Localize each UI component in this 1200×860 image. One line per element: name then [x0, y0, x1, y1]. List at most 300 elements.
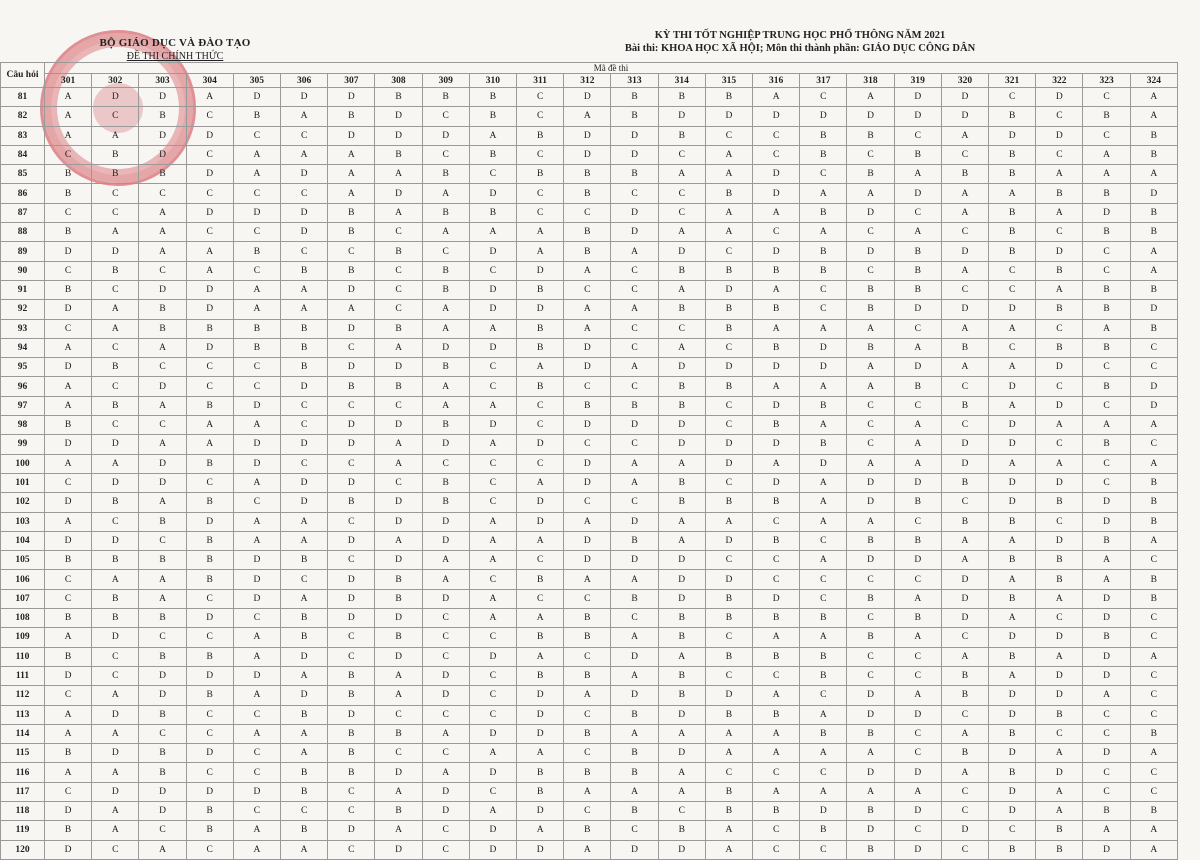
- answer-cell: D: [328, 126, 375, 145]
- answer-cell: C: [517, 184, 564, 203]
- answer-cell: C: [1130, 435, 1177, 454]
- answer-cell: B: [328, 377, 375, 396]
- answer-cell: A: [45, 377, 92, 396]
- answer-cell: D: [894, 801, 941, 820]
- answer-cell: C: [139, 184, 186, 203]
- answer-cell: D: [658, 744, 705, 763]
- answer-cell: C: [92, 107, 139, 126]
- answer-cell: D: [328, 319, 375, 338]
- answer-cell: A: [564, 840, 611, 859]
- answer-cell: A: [186, 88, 233, 107]
- answer-cell: D: [894, 840, 941, 859]
- question-number: 94: [1, 338, 45, 357]
- answer-cell: A: [375, 454, 422, 473]
- answer-cell: A: [800, 628, 847, 647]
- exam-code-header: 306: [281, 74, 328, 88]
- answer-cell: C: [139, 724, 186, 743]
- answer-cell: C: [611, 280, 658, 299]
- answer-cell: D: [658, 589, 705, 608]
- answer-cell: C: [894, 821, 941, 840]
- answer-cell: C: [847, 223, 894, 242]
- answer-cell: A: [517, 744, 564, 763]
- answer-cell: A: [186, 242, 233, 261]
- answer-cell: A: [92, 686, 139, 705]
- answer-cell: C: [1036, 724, 1083, 743]
- answer-cell: A: [705, 744, 752, 763]
- answer-cell: C: [611, 493, 658, 512]
- answer-cell: D: [469, 300, 516, 319]
- answer-cell: B: [989, 223, 1036, 242]
- answer-cell: A: [1083, 165, 1130, 184]
- answer-cell: B: [705, 705, 752, 724]
- exam-code-header: 324: [1130, 74, 1177, 88]
- answer-cell: B: [847, 531, 894, 550]
- answer-cell: A: [611, 666, 658, 685]
- answer-cell: C: [941, 280, 988, 299]
- answer-cell: B: [1083, 300, 1130, 319]
- answer-cell: A: [941, 551, 988, 570]
- answer-cell: A: [469, 512, 516, 531]
- answer-cell: C: [564, 801, 611, 820]
- answer-cell: A: [1036, 647, 1083, 666]
- answer-cell: C: [753, 223, 800, 242]
- answer-cell: A: [658, 647, 705, 666]
- answer-cell: D: [705, 454, 752, 473]
- answer-cell: B: [375, 589, 422, 608]
- answer-cell: D: [564, 358, 611, 377]
- answer-cell: B: [45, 184, 92, 203]
- answer-cell: B: [941, 473, 988, 492]
- answer-cell: D: [941, 589, 988, 608]
- table-row: [1, 531, 1178, 550]
- table-row: [1, 280, 1178, 299]
- answer-cell: D: [45, 358, 92, 377]
- answer-cell: D: [281, 165, 328, 184]
- answer-cell: A: [139, 435, 186, 454]
- answer-cell: B: [705, 493, 752, 512]
- table-row: [1, 358, 1178, 377]
- answer-cell: C: [1130, 628, 1177, 647]
- answer-cell: B: [564, 223, 611, 242]
- answer-cell: A: [658, 782, 705, 801]
- answer-cell: D: [45, 493, 92, 512]
- answer-cell: A: [45, 724, 92, 743]
- table-row: [1, 821, 1178, 840]
- answer-cell: A: [564, 319, 611, 338]
- answer-cell: B: [1036, 338, 1083, 357]
- answer-cell: C: [800, 570, 847, 589]
- answer-cell: A: [45, 763, 92, 782]
- answer-cell: D: [45, 300, 92, 319]
- answer-cell: D: [517, 840, 564, 859]
- answer-cell: B: [800, 242, 847, 261]
- answer-cell: A: [422, 319, 469, 338]
- answer-cell: B: [800, 126, 847, 145]
- answer-cell: A: [989, 319, 1036, 338]
- answer-cell: B: [45, 280, 92, 299]
- answer-cell: C: [753, 666, 800, 685]
- answer-cell: C: [517, 589, 564, 608]
- answer-cell: B: [1130, 126, 1177, 145]
- answer-cell: C: [139, 531, 186, 550]
- answer-cell: A: [941, 358, 988, 377]
- answer-cell: C: [753, 821, 800, 840]
- answer-cell: A: [564, 782, 611, 801]
- answer-cell: A: [1036, 454, 1083, 473]
- answer-cell: C: [847, 666, 894, 685]
- answer-cell: D: [422, 531, 469, 550]
- answer-cell: C: [705, 551, 752, 570]
- question-number: 108: [1, 609, 45, 628]
- answer-cell: B: [92, 551, 139, 570]
- answer-cell: C: [800, 280, 847, 299]
- table-row: [1, 801, 1178, 820]
- answer-cell: A: [45, 454, 92, 473]
- answer-cell: B: [705, 184, 752, 203]
- exam-code-header: 314: [658, 74, 705, 88]
- question-number: 116: [1, 763, 45, 782]
- answer-cell: D: [422, 338, 469, 357]
- answer-cell: B: [800, 647, 847, 666]
- answer-cell: D: [281, 88, 328, 107]
- answer-cell: D: [281, 493, 328, 512]
- answer-cell: C: [281, 242, 328, 261]
- answer-cell: B: [186, 396, 233, 415]
- answer-cell: D: [233, 570, 280, 589]
- answer-cell: B: [800, 396, 847, 415]
- answer-cell: D: [139, 801, 186, 820]
- answer-cell: B: [422, 493, 469, 512]
- answer-cell: B: [989, 589, 1036, 608]
- answer-cell: A: [941, 261, 988, 280]
- answer-cell: D: [611, 126, 658, 145]
- answer-cell: C: [233, 801, 280, 820]
- answer-cell: D: [753, 473, 800, 492]
- table-row: [1, 763, 1178, 782]
- answer-cell: A: [800, 223, 847, 242]
- answer-cell: D: [753, 242, 800, 261]
- answer-cell: A: [658, 454, 705, 473]
- answer-cell: B: [847, 724, 894, 743]
- answer-cell: B: [894, 531, 941, 550]
- answer-cell: C: [753, 145, 800, 164]
- answer-cell: D: [705, 358, 752, 377]
- answer-cell: C: [422, 628, 469, 647]
- answer-cell: B: [186, 570, 233, 589]
- answer-cell: D: [469, 763, 516, 782]
- answer-cell: C: [45, 203, 92, 222]
- answer-cell: D: [469, 184, 516, 203]
- answer-cell: D: [941, 107, 988, 126]
- answer-cell: C: [800, 589, 847, 608]
- answer-cell: C: [422, 705, 469, 724]
- answer-cell: B: [894, 261, 941, 280]
- answer-cell: B: [894, 280, 941, 299]
- answer-cell: B: [1130, 203, 1177, 222]
- answer-cell: A: [45, 396, 92, 415]
- answer-cell: C: [45, 473, 92, 492]
- answer-cell: C: [753, 840, 800, 859]
- table-row: [1, 512, 1178, 531]
- answer-cell: A: [422, 377, 469, 396]
- answer-cell: C: [517, 551, 564, 570]
- answer-cell: A: [517, 647, 564, 666]
- exam-code-header: 323: [1083, 74, 1130, 88]
- answer-cell: A: [705, 165, 752, 184]
- answer-cell: C: [705, 666, 752, 685]
- answer-cell: B: [375, 377, 422, 396]
- question-number: 89: [1, 242, 45, 261]
- answer-cell: C: [469, 782, 516, 801]
- answer-cell: A: [45, 705, 92, 724]
- exam-code-header: 312: [564, 74, 611, 88]
- answer-cell: A: [658, 763, 705, 782]
- answer-cell: C: [186, 724, 233, 743]
- official-exam-label: ĐỀ THI CHÍNH THỨC: [126, 51, 224, 62]
- answer-cell: C: [847, 396, 894, 415]
- answer-cell: B: [847, 165, 894, 184]
- answer-cell: A: [989, 184, 1036, 203]
- answer-cell: A: [281, 512, 328, 531]
- answer-cell: D: [517, 512, 564, 531]
- answer-cell: B: [1130, 570, 1177, 589]
- answer-cell: D: [139, 454, 186, 473]
- answer-cell: C: [564, 647, 611, 666]
- answer-cell: A: [705, 203, 752, 222]
- answer-cell: D: [186, 782, 233, 801]
- answer-cell: D: [1130, 396, 1177, 415]
- answer-cell: A: [139, 242, 186, 261]
- answer-cell: D: [1083, 666, 1130, 685]
- answer-cell: D: [139, 126, 186, 145]
- answer-cell: B: [517, 782, 564, 801]
- answer-cell: B: [753, 609, 800, 628]
- answer-cell: D: [753, 396, 800, 415]
- answer-cell: D: [1083, 512, 1130, 531]
- answer-cell: D: [894, 107, 941, 126]
- answer-cell: A: [1083, 821, 1130, 840]
- table-row: [1, 242, 1178, 261]
- answer-cell: D: [989, 686, 1036, 705]
- exam-code-header: 321: [989, 74, 1036, 88]
- answer-cell: C: [658, 801, 705, 820]
- answer-cell: D: [45, 531, 92, 550]
- answer-cell: A: [941, 763, 988, 782]
- answer-cell: C: [1083, 724, 1130, 743]
- answer-cell: A: [328, 165, 375, 184]
- answer-cell: C: [1083, 261, 1130, 280]
- table-row: [1, 184, 1178, 203]
- answer-cell: D: [1083, 493, 1130, 512]
- answer-cell: A: [1130, 88, 1177, 107]
- question-number: 112: [1, 686, 45, 705]
- answer-cell: B: [564, 666, 611, 685]
- answer-cell: C: [92, 184, 139, 203]
- answer-cell: D: [281, 377, 328, 396]
- answer-cell: C: [328, 801, 375, 820]
- answer-cell: D: [941, 435, 988, 454]
- answer-cell: B: [753, 647, 800, 666]
- answer-cell: C: [847, 609, 894, 628]
- answer-cell: A: [894, 686, 941, 705]
- answer-cell: D: [375, 358, 422, 377]
- answer-cell: D: [611, 203, 658, 222]
- answer-cell: A: [1036, 165, 1083, 184]
- answer-cell: C: [233, 126, 280, 145]
- answer-cell: A: [517, 609, 564, 628]
- answer-cell: C: [989, 88, 1036, 107]
- answer-cell: B: [658, 261, 705, 280]
- question-number: 82: [1, 107, 45, 126]
- answer-cell: A: [705, 840, 752, 859]
- answer-cell: A: [139, 203, 186, 222]
- answer-cell: B: [989, 512, 1036, 531]
- answer-cell: A: [941, 724, 988, 743]
- answer-cell: A: [469, 319, 516, 338]
- answer-cell: B: [705, 647, 752, 666]
- answer-cell: C: [1083, 473, 1130, 492]
- answer-cell: C: [233, 493, 280, 512]
- question-number: 105: [1, 551, 45, 570]
- answer-cell: A: [894, 223, 941, 242]
- answer-cell: D: [281, 647, 328, 666]
- answer-cell: B: [45, 165, 92, 184]
- answer-cell: A: [705, 724, 752, 743]
- answer-cell: D: [1036, 763, 1083, 782]
- answer-cell: D: [705, 686, 752, 705]
- answer-cell: D: [989, 126, 1036, 145]
- answer-cell: D: [658, 570, 705, 589]
- answer-cell: A: [611, 300, 658, 319]
- answer-cell: C: [800, 165, 847, 184]
- question-column-header: Câu hỏi: [1, 63, 45, 88]
- answer-cell: A: [92, 570, 139, 589]
- answer-cell: D: [611, 512, 658, 531]
- answer-cell: C: [328, 647, 375, 666]
- answer-cell: B: [800, 666, 847, 685]
- answer-cell: B: [894, 493, 941, 512]
- question-number: 113: [1, 705, 45, 724]
- answer-cell: C: [328, 396, 375, 415]
- answer-cell: B: [281, 628, 328, 647]
- answer-cell: C: [422, 647, 469, 666]
- answer-cell: B: [233, 319, 280, 338]
- answer-cell: D: [139, 377, 186, 396]
- answer-cell: B: [281, 705, 328, 724]
- question-number: 88: [1, 223, 45, 242]
- answer-cell: C: [186, 473, 233, 492]
- exam-code-header: 304: [186, 74, 233, 88]
- answer-cell: D: [422, 126, 469, 145]
- question-number: 98: [1, 416, 45, 435]
- answer-cell: B: [658, 88, 705, 107]
- answer-cell: B: [564, 396, 611, 415]
- answer-cell: A: [281, 666, 328, 685]
- question-number: 115: [1, 744, 45, 763]
- answer-cell: B: [328, 724, 375, 743]
- header-right: [590, 29, 1010, 55]
- answer-cell: B: [1130, 319, 1177, 338]
- answer-cell: C: [658, 203, 705, 222]
- answer-cell: B: [753, 705, 800, 724]
- answer-cell: A: [517, 223, 564, 242]
- answer-cell: B: [517, 666, 564, 685]
- answer-cell: C: [45, 589, 92, 608]
- answer-cell: C: [375, 744, 422, 763]
- answer-cell: A: [847, 377, 894, 396]
- answer-cell: D: [658, 435, 705, 454]
- answer-cell: C: [375, 261, 422, 280]
- answer-cell: A: [422, 300, 469, 319]
- answer-cell: B: [705, 782, 752, 801]
- answer-cell: B: [233, 338, 280, 357]
- table-row: [1, 705, 1178, 724]
- answer-cell: B: [705, 300, 752, 319]
- answer-cell: C: [328, 782, 375, 801]
- answer-cell: D: [517, 435, 564, 454]
- answer-cell: B: [989, 145, 1036, 164]
- answer-cell: B: [422, 203, 469, 222]
- answer-cell: A: [233, 647, 280, 666]
- answer-cell: C: [894, 724, 941, 743]
- answer-cell: B: [564, 165, 611, 184]
- answer-cell: D: [139, 782, 186, 801]
- answer-cell: A: [469, 531, 516, 550]
- answer-cell: A: [894, 454, 941, 473]
- answer-cell: C: [92, 512, 139, 531]
- answer-cell: D: [941, 454, 988, 473]
- answer-cell: D: [186, 126, 233, 145]
- answer-cell: D: [989, 744, 1036, 763]
- answer-cell: C: [611, 609, 658, 628]
- answer-cell: A: [753, 88, 800, 107]
- question-number: 103: [1, 512, 45, 531]
- answer-cell: B: [564, 724, 611, 743]
- answer-cell: B: [564, 242, 611, 261]
- answer-cell: B: [233, 107, 280, 126]
- exam-code-header: 311: [517, 74, 564, 88]
- answer-cell: D: [1083, 203, 1130, 222]
- answer-cell: D: [45, 242, 92, 261]
- answer-cell: C: [517, 203, 564, 222]
- answer-cell: C: [469, 165, 516, 184]
- answer-cell: D: [705, 280, 752, 299]
- answer-cell: C: [469, 570, 516, 589]
- answer-cell: B: [800, 821, 847, 840]
- answer-cell: D: [1083, 647, 1130, 666]
- answer-cell: D: [1083, 609, 1130, 628]
- answer-cell: A: [753, 724, 800, 743]
- answer-cell: D: [611, 145, 658, 164]
- answer-cell: B: [800, 724, 847, 743]
- answer-cell: A: [1083, 416, 1130, 435]
- answer-cell: B: [139, 647, 186, 666]
- answer-cell: B: [1083, 223, 1130, 242]
- answer-cell: A: [45, 628, 92, 647]
- answer-cell: B: [847, 300, 894, 319]
- answer-cell: C: [564, 493, 611, 512]
- answer-cell: C: [375, 223, 422, 242]
- answer-cell: D: [894, 551, 941, 570]
- answer-cell: B: [894, 609, 941, 628]
- answer-cell: B: [847, 840, 894, 859]
- answer-cell: D: [186, 280, 233, 299]
- answer-cell: C: [186, 358, 233, 377]
- answer-cell: A: [989, 609, 1036, 628]
- answer-cell: D: [422, 801, 469, 820]
- answer-cell: A: [658, 512, 705, 531]
- answer-cell: B: [989, 647, 1036, 666]
